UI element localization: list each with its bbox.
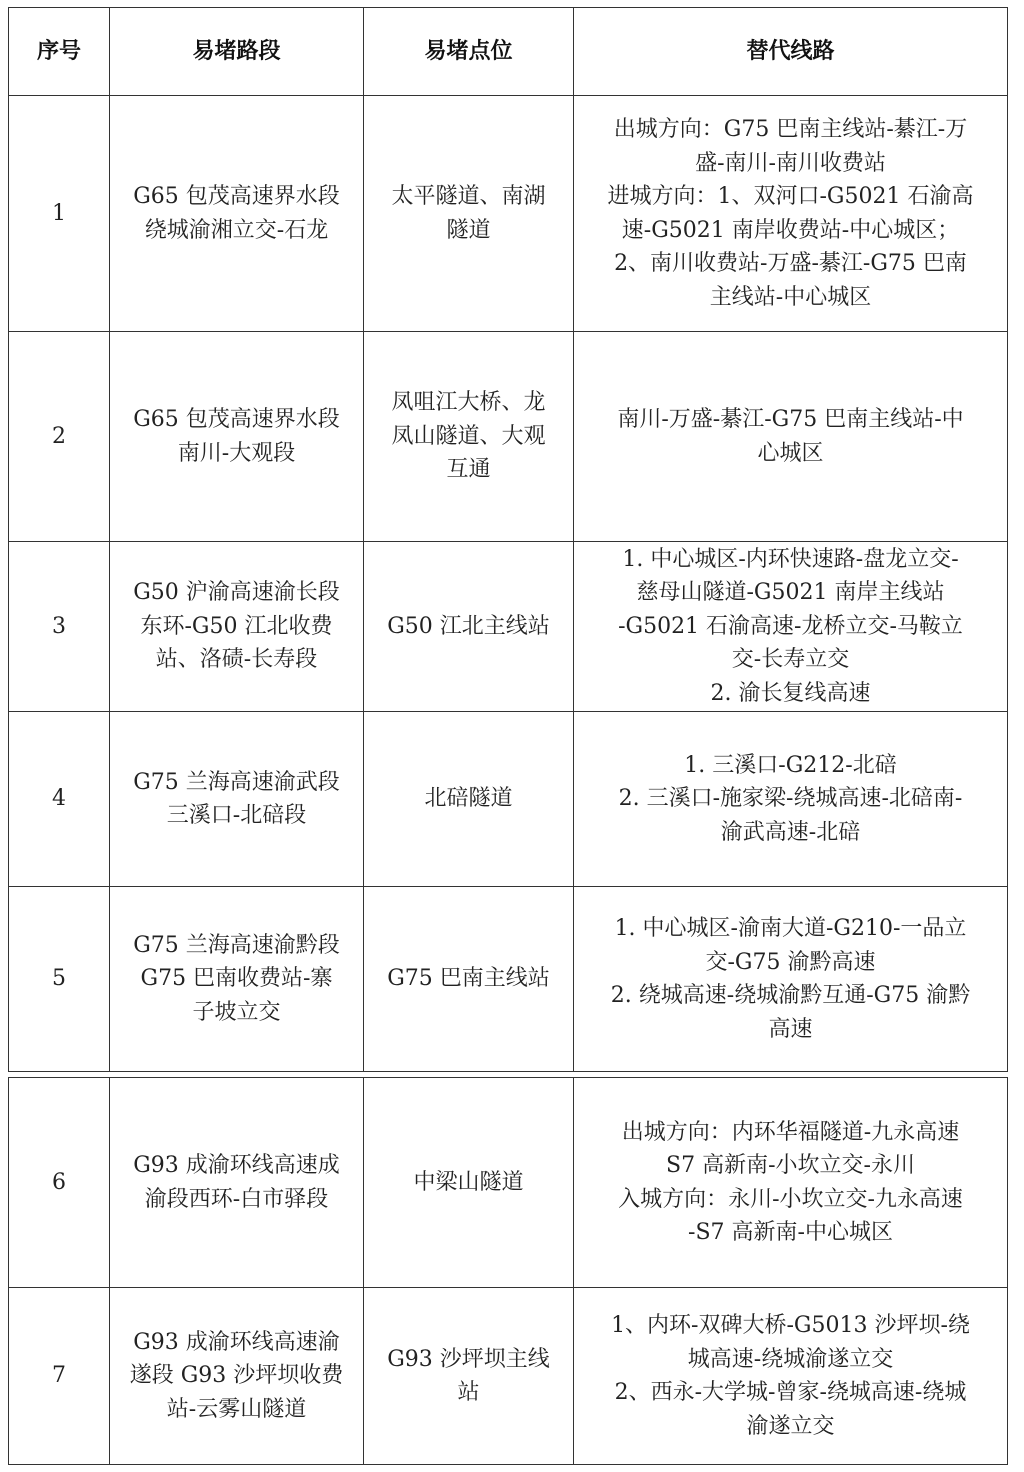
header-alternative: 替代线路 <box>574 8 1008 96</box>
cell-alternative-line: 2. 绕城高速-绕城渝黔互通-G75 渝黔 <box>610 983 971 1008</box>
cell-index: 3 <box>9 542 110 712</box>
cell-alternative-line: S7 高新南-小坎立交-永川 <box>666 1153 915 1178</box>
cell-segment-line: G75 兰海高速渝黔段 <box>133 932 340 958</box>
table-row <box>9 1078 1008 1288</box>
cell-points-line: 凤咀江大桥、龙 <box>391 390 546 416</box>
table-row <box>9 712 1008 887</box>
cell-segment <box>110 887 364 1072</box>
cell-alternative-line: -G5021 石渝高速-龙桥立交-马鞍立 <box>618 613 963 639</box>
cell-points-line: 互通 <box>446 457 491 483</box>
cell-segment-line: 东环-G50 江北收费 <box>140 613 333 639</box>
cell-points-line: G75 巴南主线站 <box>387 966 550 992</box>
cell-alternative-line: 2、西永-大学城-曾家-绕城高速-绕城 <box>614 1380 967 1405</box>
cell-segment-line: 绕城渝湘立交-石龙 <box>144 217 329 243</box>
cell-index: 4 <box>9 712 110 887</box>
cell-alternative-line: -S7 高新南-中心城区 <box>688 1220 893 1245</box>
table-row <box>9 1288 1008 1465</box>
cell-points-line: 北碚隧道 <box>424 786 513 812</box>
cell-segment-line: G93 成渝环线高速渝 <box>133 1329 340 1355</box>
cell-alternative <box>574 1078 1008 1288</box>
cell-index: 6 <box>9 1078 110 1288</box>
header-row <box>9 8 1008 96</box>
cell-points-line: G93 沙坪坝主线 <box>387 1346 550 1372</box>
cell-alternative-line: 渝武高速-北碚 <box>720 819 861 845</box>
cell-segment-line: 南川-大观段 <box>177 440 296 466</box>
table-row <box>9 542 1008 712</box>
cell-alternative-line: 南川-万盛-綦江-G75 巴南主线站-中 <box>617 407 964 432</box>
cell-segment <box>110 712 364 887</box>
cell-alternative <box>574 887 1008 1072</box>
cell-alternative-line: 心城区 <box>757 440 824 466</box>
cell-points <box>364 542 574 712</box>
header-index: 序号 <box>9 8 110 96</box>
cell-segment-line: G75 巴南收费站-寨 <box>140 966 333 992</box>
congestion-table-part2 <box>8 1077 1008 1465</box>
cell-points <box>364 332 574 542</box>
cell-index: 1 <box>9 96 110 332</box>
cell-points-line: 隧道 <box>446 217 491 243</box>
cell-alternative-line: 进城方向：1、双河口-G5021 石渝高 <box>607 184 974 209</box>
cell-index: 5 <box>9 887 110 1072</box>
table-row <box>9 96 1008 332</box>
cell-alternative <box>574 332 1008 542</box>
cell-points <box>364 887 574 1072</box>
cell-segment <box>110 96 364 332</box>
congestion-table-part1 <box>8 7 1008 1072</box>
cell-points-line: 站 <box>457 1380 480 1405</box>
cell-segment-line: G93 成渝环线高速成 <box>133 1153 340 1178</box>
cell-alternative-line: 1、内环-双碑大桥-G5013 沙坪坝-绕 <box>611 1313 970 1338</box>
cell-alternative-line: 交-G75 渝黔高速 <box>705 949 876 975</box>
cell-points-line: 中梁山隧道 <box>413 1169 524 1195</box>
cell-segment-line: 站-云雾山隧道 <box>166 1396 307 1422</box>
header-points: 易堵点位 <box>364 8 574 96</box>
cell-index: 7 <box>9 1288 110 1465</box>
cell-points-line: 太平隧道、南湖 <box>391 184 546 209</box>
cell-alternative-line: 2、南川收费站-万盛-綦江-G75 巴南 <box>614 251 967 276</box>
cell-alternative-line: 入城方向：永川-小坎立交-九永高速 <box>618 1186 963 1212</box>
cell-segment-line: 三溪口-北碚段 <box>166 803 307 828</box>
cell-alternative-line: 出城方向：内环华福隧道-九永高速 <box>621 1119 960 1145</box>
cell-alternative-line: 主线站-中心城区 <box>709 284 872 310</box>
cell-points-line: 凤山隧道、大观 <box>391 423 546 449</box>
cell-alternative-line: 1. 中心城区-渝南大道-G210-一品立 <box>614 916 967 941</box>
cell-segment-line: G65 包茂高速界水段 <box>133 407 340 432</box>
cell-segment <box>110 1078 364 1288</box>
cell-segment <box>110 332 364 542</box>
cell-segment <box>110 1288 364 1465</box>
cell-alternative <box>574 542 1008 712</box>
cell-points <box>364 96 574 332</box>
cell-alternative <box>574 1288 1008 1465</box>
cell-alternative-line: 交-长寿立交 <box>731 647 850 673</box>
cell-segment-line: 渝段西环-白市驿段 <box>144 1186 329 1212</box>
cell-alternative-line: 1. 三溪口-G212-北碚 <box>684 752 897 778</box>
cell-segment-line: 遂段 G93 沙坪坝收费 <box>129 1363 344 1389</box>
cell-alternative-line: 2. 渝长复线高速 <box>710 680 871 706</box>
cell-segment-line: G65 包茂高速界水段 <box>133 184 340 209</box>
cell-points <box>364 1288 574 1465</box>
cell-segment <box>110 542 364 712</box>
cell-points-line: G50 江北主线站 <box>387 613 550 639</box>
cell-points <box>364 712 574 887</box>
cell-alternative-line: 慈母山隧道-G5021 南岸主线站 <box>636 580 945 606</box>
cell-alternative <box>574 96 1008 332</box>
cell-alternative-line: 高速 <box>768 1016 813 1042</box>
cell-alternative-line: 城高速-绕城渝遂立交 <box>687 1346 894 1372</box>
cell-alternative-line: 出城方向：G75 巴南主线站-綦江-万 <box>613 117 968 142</box>
cell-alternative-line: 速-G5021 南岸收费站-中心城区； <box>621 217 960 243</box>
table-row <box>9 887 1008 1072</box>
cell-segment-line: G75 兰海高速渝武段 <box>133 769 340 795</box>
cell-segment-line: G50 沪渝高速渝长段 <box>133 580 340 606</box>
header-segment: 易堵路段 <box>110 8 364 96</box>
cell-alternative <box>574 712 1008 887</box>
cell-alternative-line: 2. 三溪口-施家梁-绕城高速-北碚南- <box>618 786 963 812</box>
cell-index: 2 <box>9 332 110 542</box>
cell-alternative-line: 1. 中心城区-内环快速路-盘龙立交- <box>622 546 959 572</box>
cell-alternative-line: 渝遂立交 <box>746 1413 835 1439</box>
cell-alternative-line: 盛-南川-南川收费站 <box>695 150 886 176</box>
table-row <box>9 332 1008 542</box>
cell-segment-line: 子坡立交 <box>192 999 281 1025</box>
cell-points <box>364 1078 574 1288</box>
cell-segment-line: 站、洛碛-长寿段 <box>155 647 318 673</box>
